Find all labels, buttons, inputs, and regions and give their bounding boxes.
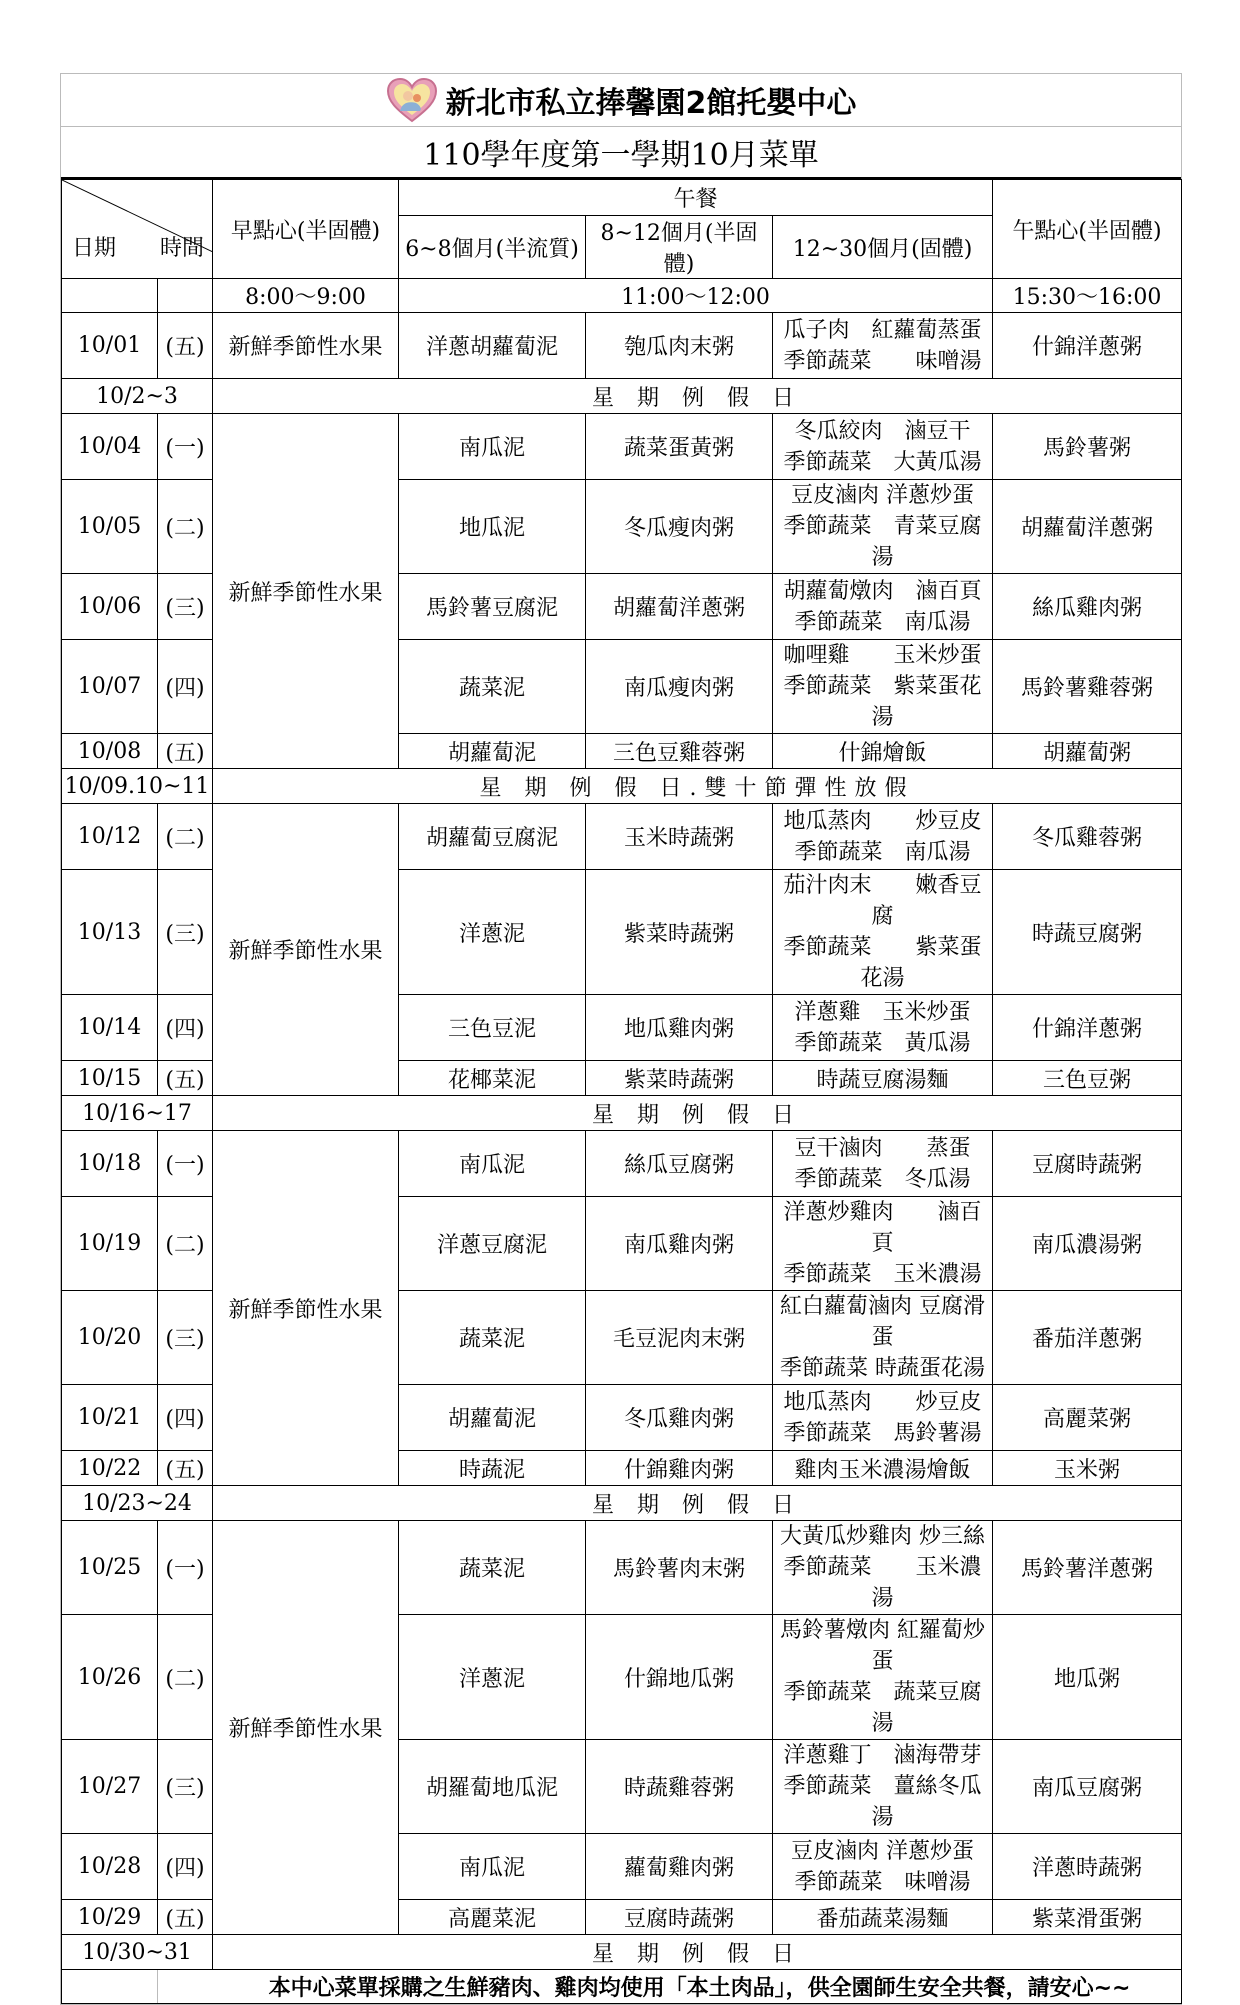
morning-snack: 新鮮季節性水果	[213, 1131, 399, 1486]
lunch-6-8: 蔬菜泥	[399, 640, 586, 734]
holiday-date: 10/09.10~11	[62, 769, 213, 804]
afternoon-snack: 胡蘿蔔粥	[993, 734, 1182, 769]
lunch-12-30	[773, 313, 993, 379]
afternoon-snack: 胡蘿蔔洋蔥粥	[993, 480, 1182, 574]
afternoon-snack: 番茄洋蔥粥	[993, 1291, 1182, 1385]
lunch-12-30-line1: 地瓜蒸肉 炒豆皮	[783, 1389, 982, 1415]
lunch-12-30-line1: 紅白蘿蔔滷肉 豆腐滑蛋	[780, 1294, 985, 1350]
holiday-date: 10/2~3	[62, 379, 213, 414]
afternoon-snack: 豆腐時蔬粥	[993, 1131, 1182, 1197]
menu-weekday: (一)	[158, 414, 213, 480]
date-time-header	[62, 180, 213, 279]
menu-weekday: (二)	[158, 480, 213, 574]
lunch-12-30	[773, 995, 993, 1061]
menu-date: 10/08	[62, 734, 158, 769]
lunch-12-30-line1: 瓜子肉 紅蘿蔔蒸蛋	[783, 317, 982, 343]
morning-snack: 新鮮季節性水果	[213, 313, 399, 379]
lunch-6-8: 高麗菜泥	[399, 1900, 586, 1935]
afternoon-snack: 紫菜滑蛋粥	[993, 1900, 1182, 1935]
afternoon-snack: 高麗菜粥	[993, 1385, 1182, 1451]
lunch-12-30-line2: 季節蔬菜 薑絲冬瓜湯	[783, 1774, 982, 1830]
afternoon-snack: 什錦洋蔥粥	[993, 313, 1182, 379]
menu-date: 10/13	[62, 870, 158, 995]
lunch-12-30-line1: 胡蘿蔔燉肉 滷百頁	[783, 578, 982, 604]
morning-snack: 新鮮季節性水果	[213, 414, 399, 769]
lunch-12-30-line2: 季節蔬菜 黃瓜湯	[794, 1030, 971, 1056]
menu-sheet	[60, 73, 1182, 2005]
menu-date: 10/15	[62, 1061, 158, 1096]
lunch-12-30-line2: 季節蔬菜 青菜豆腐湯	[783, 514, 982, 570]
menu-date: 10/29	[62, 1900, 158, 1935]
afternoon-snack: 什錦洋蔥粥	[993, 995, 1182, 1061]
lunch-6-8: 胡蘿蔔豆腐泥	[399, 804, 586, 870]
lunch-12-30-line2: 季節蔬菜 大黃瓜湯	[783, 449, 982, 475]
lunch-12-30-line1: 馬鈴薯燉肉 紅羅蔔炒蛋	[780, 1618, 985, 1674]
menu-date: 10/27	[62, 1740, 158, 1834]
lunch-12-30: 時蔬豆腐湯麵	[773, 1061, 993, 1096]
menu-date: 10/21	[62, 1385, 158, 1451]
lunch-6-8-header: 6~8個月(半流質)	[399, 216, 586, 279]
blank-cell	[62, 279, 158, 313]
lunch-12-30	[773, 1521, 993, 1615]
menu-date: 10/06	[62, 574, 158, 640]
lunch-6-8: 花椰菜泥	[399, 1061, 586, 1096]
holiday-date: 10/23~24	[62, 1486, 213, 1521]
lunch-6-8: 地瓜泥	[399, 480, 586, 574]
menu-weekday: (二)	[158, 804, 213, 870]
lunch-12-30: 雞肉玉米濃湯燴飯	[773, 1451, 993, 1486]
lunch-12-30	[773, 1834, 993, 1900]
lunch-8-12: 三色豆雞蓉粥	[586, 734, 773, 769]
lunch-6-8: 洋蔥泥	[399, 870, 586, 995]
lunch-12-30	[773, 480, 993, 574]
afternoon-snack: 冬瓜雞蓉粥	[993, 804, 1182, 870]
lunch-12-30: 什錦燴飯	[773, 734, 993, 769]
lunch-8-12: 絲瓜豆腐粥	[586, 1131, 773, 1197]
lunch-12-30-line1: 豆皮滷肉 洋蔥炒蛋	[791, 483, 974, 508]
lunch-8-12: 冬瓜雞肉粥	[586, 1385, 773, 1451]
footer-note: 本中心菜單採購之生鮮豬肉、雞肉均使用「本土肉品」，供全園師生安全共餐，請安心~~	[158, 1970, 1182, 2004]
lunch-8-12: 地瓜雞肉粥	[586, 995, 773, 1061]
lunch-6-8: 洋蔥豆腐泥	[399, 1197, 586, 1291]
menu-weekday: (三)	[158, 574, 213, 640]
lunch-6-8: 時蔬泥	[399, 1451, 586, 1486]
menu-weekday: (五)	[158, 734, 213, 769]
lunch-12-30-line2: 季節蔬菜 時蔬蛋花湯	[780, 1356, 985, 1381]
menu-table	[61, 179, 1182, 2004]
morning-snack-header: 早點心(半固體)	[213, 180, 399, 279]
lunch-12-30	[773, 1291, 993, 1385]
lunch-8-12: 南瓜瘦肉粥	[586, 640, 773, 734]
lunch-6-8: 馬鈴薯豆腐泥	[399, 574, 586, 640]
lunch-8-12: 毛豆泥肉末粥	[586, 1291, 773, 1385]
lunch-12-30	[773, 1385, 993, 1451]
menu-date: 10/07	[62, 640, 158, 734]
menu-weekday: (三)	[158, 1740, 213, 1834]
menu-date: 10/04	[62, 414, 158, 480]
menu-date: 10/12	[62, 804, 158, 870]
lunch-12-30-line1: 洋蔥雞丁 滷海帶芽	[783, 1743, 982, 1768]
menu-date: 10/26	[62, 1615, 158, 1740]
heart-logo-icon	[386, 77, 438, 123]
blank-cell	[158, 279, 213, 313]
lunch-header: 午餐	[399, 180, 993, 216]
lunch-6-8: 三色豆泥	[399, 995, 586, 1061]
lunch-6-8: 胡蘿蔔泥	[399, 1385, 586, 1451]
menu-weekday: (四)	[158, 640, 213, 734]
lunch-12-30-line2: 季節蔬菜 味噌湯	[794, 1869, 971, 1895]
lunch-12-30-line1: 豆皮滷肉 洋蔥炒蛋	[791, 1838, 974, 1864]
menu-weekday: (五)	[158, 1451, 213, 1486]
lunch-12-30: 番茄蔬菜湯麵	[773, 1900, 993, 1935]
title-row	[61, 74, 1181, 127]
menu-weekday: (一)	[158, 1521, 213, 1615]
lunch-6-8: 蔬菜泥	[399, 1291, 586, 1385]
lunch-8-12: 什錦雞肉粥	[586, 1451, 773, 1486]
lunch-12-30-line1: 冬瓜絞肉 滷豆干	[794, 418, 971, 444]
date-header: 日期	[72, 236, 117, 261]
holiday-label: 星 期 例 假 日	[213, 1096, 1182, 1131]
menu-subtitle: 110學年度第一學期10月菜單	[423, 138, 819, 173]
menu-date: 10/19	[62, 1197, 158, 1291]
holiday-label: 星 期 例 假 日	[213, 1935, 1182, 1970]
lunch-8-12: 玉米時蔬粥	[586, 804, 773, 870]
menu-weekday: (一)	[158, 1131, 213, 1197]
afternoon-snack: 馬鈴薯雞蓉粥	[993, 640, 1182, 734]
lunch-12-30-line2: 季節蔬菜 玉米濃湯	[783, 1555, 982, 1611]
lunch-8-12: 蔬菜蛋黃粥	[586, 414, 773, 480]
lunch-12-30-line2: 季節蔬菜 南瓜湯	[794, 839, 971, 865]
lunch-12-30-header: 12~30個月(固體)	[773, 216, 993, 279]
menu-weekday: (五)	[158, 1061, 213, 1096]
holiday-date: 10/16~17	[62, 1096, 213, 1131]
menu-weekday: (五)	[158, 1900, 213, 1935]
center-title: 新北市私立捧馨園2館托嬰中心	[445, 86, 857, 121]
lunch-8-12: 匏瓜肉末粥	[586, 313, 773, 379]
lunch-8-12: 冬瓜瘦肉粥	[586, 480, 773, 574]
lunch-6-8: 洋蔥泥	[399, 1615, 586, 1740]
lunch-12-30-line1: 茄汁肉末 嫩香豆腐	[783, 873, 982, 929]
blank-cell	[62, 1970, 158, 2004]
holiday-label: 星 期 例 假 日	[213, 1486, 1182, 1521]
lunch-6-8: 南瓜泥	[399, 414, 586, 480]
lunch-12-30	[773, 1740, 993, 1834]
lunch-12-30-line1: 大黃瓜炒雞肉 炒三絲	[780, 1524, 985, 1549]
lunch-12-30-line1: 洋蔥炒雞肉 滷百頁	[783, 1200, 982, 1256]
afternoon-snack: 南瓜濃湯粥	[993, 1197, 1182, 1291]
menu-weekday: (三)	[158, 870, 213, 995]
afternoon-snack: 地瓜粥	[993, 1615, 1182, 1740]
lunch-12-30	[773, 414, 993, 480]
lunch-12-30-line2: 季節蔬菜 玉米濃湯	[783, 1262, 982, 1287]
holiday-label: 星 期 例 假 日.雙十節彈性放假	[213, 769, 1182, 804]
lunch-8-12: 蘿蔔雞肉粥	[586, 1834, 773, 1900]
menu-date: 10/20	[62, 1291, 158, 1385]
lunch-8-12: 南瓜雞肉粥	[586, 1197, 773, 1291]
menu-date: 10/14	[62, 995, 158, 1061]
lunch-8-12: 豆腐時蔬粥	[586, 1900, 773, 1935]
afternoon-snack: 三色豆粥	[993, 1061, 1182, 1096]
afternoon-snack: 馬鈴薯粥	[993, 414, 1182, 480]
lunch-6-8: 南瓜泥	[399, 1131, 586, 1197]
menu-date: 10/18	[62, 1131, 158, 1197]
lunch-8-12: 馬鈴薯肉末粥	[586, 1521, 773, 1615]
menu-date: 10/05	[62, 480, 158, 574]
lunch-6-8: 洋蔥胡蘿蔔泥	[399, 313, 586, 379]
afternoon-snack-header: 午點心(半固體)	[993, 180, 1182, 279]
lunch-6-8: 南瓜泥	[399, 1834, 586, 1900]
lunch-12-30-line2: 季節蔬菜 南瓜湯	[794, 609, 971, 635]
morning-snack: 新鮮季節性水果	[213, 804, 399, 1096]
morning-time: 8:00～9:00	[213, 279, 399, 313]
lunch-12-30	[773, 1615, 993, 1740]
lunch-time: 11:00～12:00	[399, 279, 993, 313]
afternoon-snack: 時蔬豆腐粥	[993, 870, 1182, 995]
lunch-12-30-line2: 季節蔬菜 紫菜蛋花湯	[783, 674, 982, 730]
lunch-12-30-line1: 咖哩雞 玉米炒蛋	[783, 643, 982, 668]
lunch-12-30	[773, 640, 993, 734]
lunch-12-30-line2: 季節蔬菜 馬鈴薯湯	[783, 1420, 982, 1446]
afternoon-snack: 馬鈴薯洋蔥粥	[993, 1521, 1182, 1615]
lunch-12-30-line2: 季節蔬菜 蔬菜豆腐湯	[783, 1680, 982, 1736]
time-header: 時間	[159, 236, 204, 261]
menu-date: 10/01	[62, 313, 158, 379]
menu-weekday: (四)	[158, 1834, 213, 1900]
lunch-8-12: 時蔬雞蓉粥	[586, 1740, 773, 1834]
lunch-6-8: 蔬菜泥	[399, 1521, 586, 1615]
lunch-8-12: 胡蘿蔔洋蔥粥	[586, 574, 773, 640]
lunch-12-30	[773, 574, 993, 640]
afternoon-snack: 玉米粥	[993, 1451, 1182, 1486]
lunch-12-30	[773, 1131, 993, 1197]
holiday-label: 星 期 例 假 日	[213, 379, 1182, 414]
menu-weekday: (四)	[158, 1385, 213, 1451]
menu-date: 10/25	[62, 1521, 158, 1615]
lunch-8-12-header: 8~12個月(半固體)	[586, 216, 773, 279]
menu-date: 10/28	[62, 1834, 158, 1900]
afternoon-time: 15:30～16:00	[993, 279, 1182, 313]
lunch-12-30-line2: 季節蔬菜 冬瓜湯	[794, 1166, 971, 1192]
menu-weekday: (三)	[158, 1291, 213, 1385]
lunch-12-30-line1: 洋蔥雞 玉米炒蛋	[794, 999, 971, 1025]
lunch-6-8: 胡羅蔔地瓜泥	[399, 1740, 586, 1834]
morning-snack: 新鮮季節性水果	[213, 1521, 399, 1935]
lunch-12-30	[773, 804, 993, 870]
afternoon-snack: 洋蔥時蔬粥	[993, 1834, 1182, 1900]
lunch-8-12: 紫菜時蔬粥	[586, 1061, 773, 1096]
holiday-date: 10/30~31	[62, 1935, 213, 1970]
lunch-12-30-line1: 豆干滷肉 蒸蛋	[794, 1135, 971, 1161]
lunch-12-30-line1: 地瓜蒸肉 炒豆皮	[783, 808, 982, 834]
afternoon-snack: 絲瓜雞肉粥	[993, 574, 1182, 640]
menu-weekday: (二)	[158, 1197, 213, 1291]
lunch-12-30-line2: 季節蔬菜 味噌湯	[783, 348, 982, 374]
menu-weekday: (四)	[158, 995, 213, 1061]
menu-weekday: (五)	[158, 313, 213, 379]
subtitle-row	[61, 127, 1181, 179]
lunch-8-12: 紫菜時蔬粥	[586, 870, 773, 995]
menu-weekday: (二)	[158, 1615, 213, 1740]
afternoon-snack: 南瓜豆腐粥	[993, 1740, 1182, 1834]
lunch-6-8: 胡蘿蔔泥	[399, 734, 586, 769]
menu-date: 10/22	[62, 1451, 158, 1486]
lunch-12-30	[773, 870, 993, 995]
lunch-12-30	[773, 1197, 993, 1291]
lunch-12-30-line2: 季節蔬菜 紫菜蛋花湯	[783, 935, 982, 991]
lunch-8-12: 什錦地瓜粥	[586, 1615, 773, 1740]
